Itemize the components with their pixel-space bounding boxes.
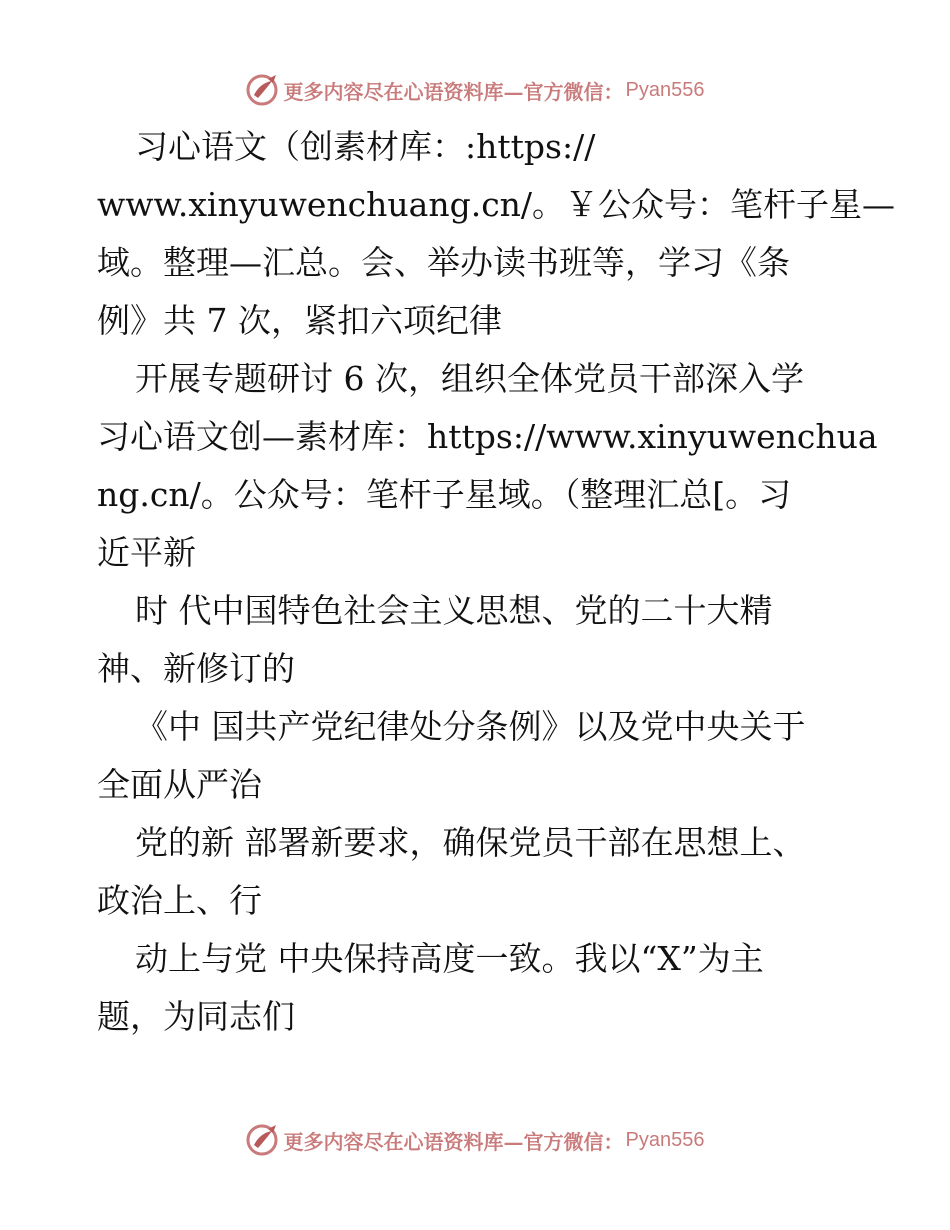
header-banner-text: 更多内容尽在心语资料库—官方微信： bbox=[283, 79, 624, 104]
paragraph-line: 全面从严治 bbox=[97, 765, 262, 804]
header-banner bbox=[0, 70, 950, 110]
document-body bbox=[97, 118, 896, 1046]
header-wechat-handle: Pyan556 bbox=[625, 78, 705, 101]
footer-wechat-handle: Pyan556 bbox=[625, 1128, 705, 1151]
paragraph-line: 时 代中国特色社会主义思想、党的二十大精 bbox=[135, 591, 773, 630]
paragraph-line: 《中 国共产党纪律处分条例》以及党中央关于 bbox=[135, 707, 806, 746]
paragraph-line: 习心语文创—素材库：https://www.xinyuwenchua bbox=[97, 417, 878, 456]
paragraph-line: ng.cn/。公众号：笔杆子星域。（整理汇总[。习 bbox=[97, 475, 792, 514]
paragraph-line: 题，为同志们 bbox=[97, 997, 295, 1036]
paragraph-line: 神、新修订的 bbox=[97, 649, 295, 688]
paragraph-line: 政治上、行 bbox=[97, 881, 262, 920]
paragraph-line: 动上与党 中央保持高度一致。我以“X”为主 bbox=[135, 939, 764, 978]
paragraph-line: 例》共 7 次，紧扣六项纪律 bbox=[97, 301, 502, 340]
paragraph-line: 近平新 bbox=[97, 533, 196, 572]
brush-seal-icon bbox=[246, 1123, 280, 1157]
footer-banner-text: 更多内容尽在心语资料库—官方微信： bbox=[283, 1129, 624, 1154]
paragraph-line: 开展专题研讨 6 次，组织全体党员干部深入学 bbox=[135, 359, 804, 398]
paragraph-line: 域。整理—汇总。会、举办读书班等，学习《条 bbox=[97, 243, 790, 282]
paragraph-line: 党的新 部署新要求，确保党员干部在思想上、 bbox=[135, 823, 806, 862]
paragraph-line: www.xinyuwenchuang.cn/。￥公众号：笔杆子星— bbox=[97, 185, 896, 224]
brush-seal-icon bbox=[246, 73, 280, 107]
footer-banner bbox=[0, 1120, 950, 1160]
paragraph-line: 习心语文（创素材库：:https:// bbox=[135, 127, 596, 166]
